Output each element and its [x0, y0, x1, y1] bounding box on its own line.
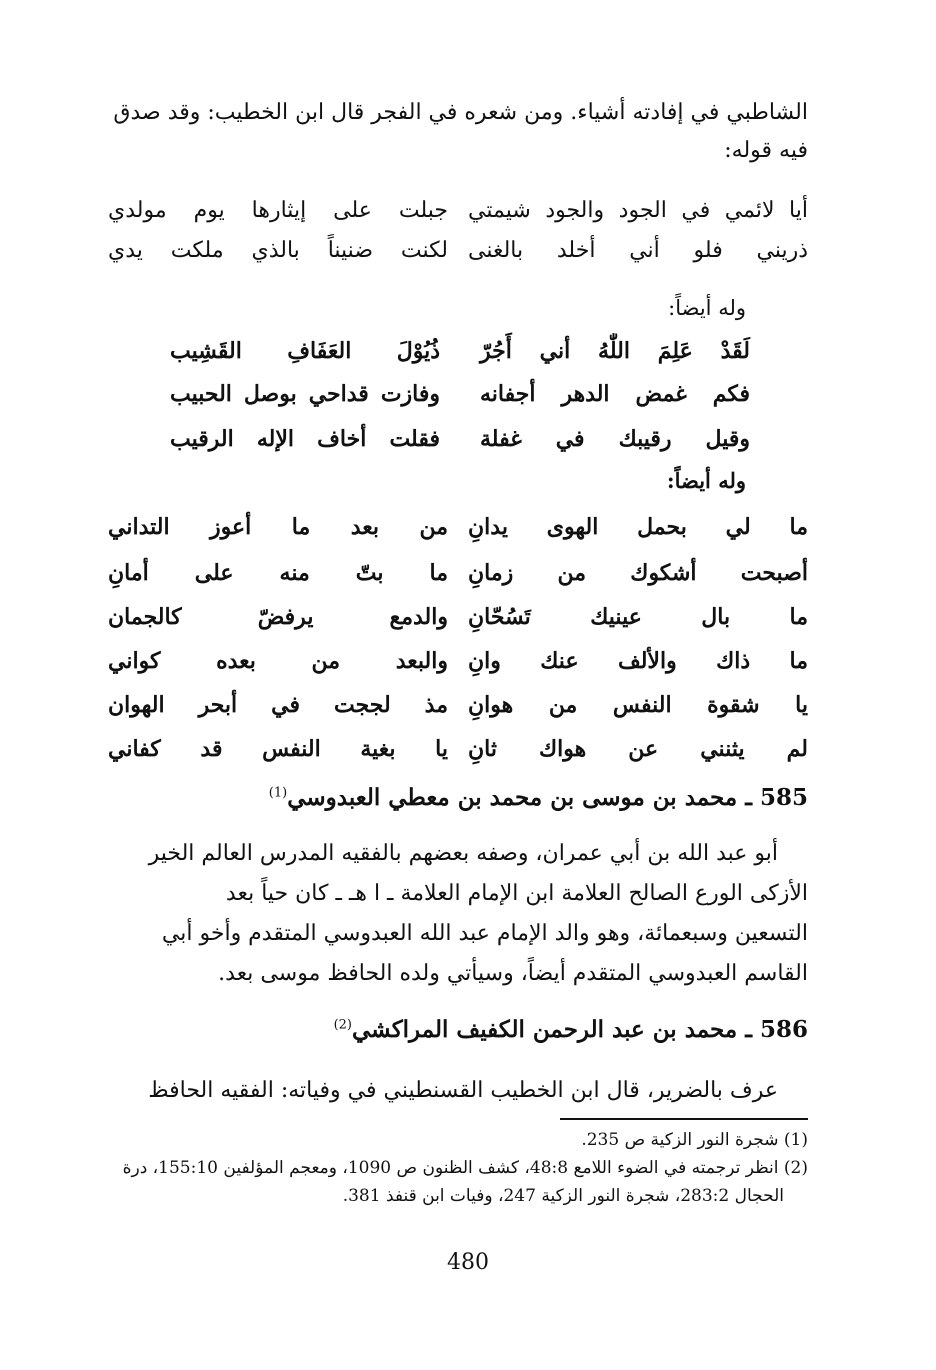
- entry-586-heading: [334, 1016, 808, 1043]
- poem2-verse-2: [170, 381, 750, 421]
- entry-586-title: 586 ـ محمد بن عبد الرحمن الكفيف المراكشي: [352, 1016, 808, 1043]
- poem3-verse-4-second-hemistich: والبعد من بعده كواني: [108, 648, 448, 674]
- intro-line-1: الشاطبي في إفادته أشياء. ومن شعره في الفجر قال ابن الخطيب: وقد صدق: [113, 100, 808, 125]
- poem3-verse-2-first-hemistich: أصبحت أشكوك من زمانِ: [468, 560, 808, 586]
- poem2-verse-3-first-hemistich: وقيل رقيبك في غفلة: [480, 426, 750, 452]
- entry-585-line-3: التسعين وسبعمائة، وهو والد الإمام عبد الله العبدوسي المتقدم وأخو أبي: [161, 921, 808, 946]
- poem2-verse-2-second-hemistich: وفازت قداحي بوصل الحبيب: [170, 381, 440, 407]
- poem3-verse-6-second-hemistich: يا بغية النفس قد كفاني: [108, 736, 448, 762]
- poem3-verse-1-first-hemistich: ما لي بحمل الهوى يدانِ: [468, 514, 808, 540]
- entry-585-title: 585 ـ محمد بن موسى بن محمد بن معطي العبدوسي: [287, 784, 808, 811]
- poem3-verse-2: [108, 560, 808, 600]
- footnote-ref-1: (1): [268, 785, 288, 801]
- poem3-verse-5-second-hemistich: مذ لججت في أبحر الهوان: [108, 692, 448, 718]
- entry-586-line-1: عرف بالضرير، قال ابن الخطيب القسنطيني في وفياته: الفقيه الحافظ: [148, 1078, 778, 1103]
- poem1-verse-2-second-hemistich: لكنت ضنيناً بالذي ملكت يدي: [108, 238, 448, 263]
- poem3-verse-3-first-hemistich: ما بال عينيك تَسُحّانِ: [468, 604, 808, 630]
- intro-line-2: فيه قوله:: [724, 138, 808, 163]
- poem2-verse-2-first-hemistich: فكم غمض الدهر أجفانه: [480, 381, 750, 407]
- poem3-verse-4: [108, 648, 808, 688]
- poem1-verse-2: [108, 238, 808, 278]
- poem1-verse-1: [108, 198, 808, 238]
- poem2-verse-3-second-hemistich: فقلت أخاف الإله الرقيب: [170, 426, 440, 452]
- footnotes: [108, 1126, 808, 1210]
- poem1-verse-1-second-hemistich: جبلت على إيثارها يوم مولدي: [108, 198, 448, 223]
- poem3-verse-6: [108, 736, 808, 776]
- entry-585-heading: [269, 784, 808, 811]
- poem2-label: وله أيضاً:: [668, 296, 746, 320]
- poem3-verse-5: [108, 692, 808, 732]
- footnote-2-line-1: (2) انظر ترجمته في الضوء اللامع 48:8، كشف الظنون ص 1090، ومعجم المؤلفين 155:10، درة: [122, 1158, 808, 1178]
- entry-585-line-4: القاسم العبدوسي المتقدم أيضاً، وسيأتي ولده الحافظ موسى بعد.: [218, 961, 808, 986]
- footnote-1: (1) شجرة النور الزكية ص 235.: [581, 1130, 808, 1150]
- entry-585-body: [112, 834, 808, 994]
- poem2-verse-1: [170, 338, 750, 378]
- entry-586-body: [112, 1072, 808, 1110]
- footnote-2-line-2: الحجال 283:2، شجرة النور الزكية 247، وفيات ابن قنفذ 381.: [342, 1186, 784, 1206]
- poem3-verse-2-second-hemistich: ما بتّ منه على أمانِ: [108, 560, 448, 586]
- entry-585-line-2: الأزكى الورع الصالح العلامة ابن الإمام العلامة ـ ا هـ ـ كان حياً بعد: [225, 881, 808, 906]
- poem3-verse-6-first-hemistich: لم يثنني عن هواك ثانِ: [468, 736, 808, 762]
- footnote-ref-2: (2): [333, 1017, 352, 1033]
- poem3-verse-3-second-hemistich: والدمع يرفضّ كالجمان: [108, 604, 448, 630]
- entry-585-line-1: أبو عبد الله بن أبي عمران، وصفه بعضهم بالفقيه المدرس العالم الخير: [148, 841, 778, 866]
- poem1-verse-1-first-hemistich: أيا لائمي في الجود والجود شيمتي: [468, 198, 808, 223]
- poem2-verse-3: [170, 426, 750, 466]
- footnote-separator: [560, 1118, 808, 1120]
- poem3-verse-5-first-hemistich: يا شقوة النفس من هوانِ: [468, 692, 808, 718]
- intro-paragraph: [112, 94, 808, 170]
- poem1-verse-2-first-hemistich: ذريني فلو أني أخلد بالغنى: [468, 238, 808, 263]
- page-number: 480: [447, 1250, 489, 1275]
- poem3-verse-1-second-hemistich: من بعد ما أعوز التداني: [108, 514, 448, 540]
- poem3-verse-1: [108, 514, 808, 554]
- poem2-verse-1-first-hemistich: لَقَدْ عَلِمَ اللّٰهُ أني أَجُرّ: [480, 338, 750, 364]
- poem3-verse-3: [108, 604, 808, 644]
- poem3-verse-4-first-hemistich: ما ذاك والألف عنك وانِ: [468, 648, 808, 674]
- poem2-verse-1-second-hemistich: ذُيُوْلَ العَفَافِ القَشِيب: [170, 338, 440, 364]
- poem3-label: وله أيضاً:: [666, 468, 746, 493]
